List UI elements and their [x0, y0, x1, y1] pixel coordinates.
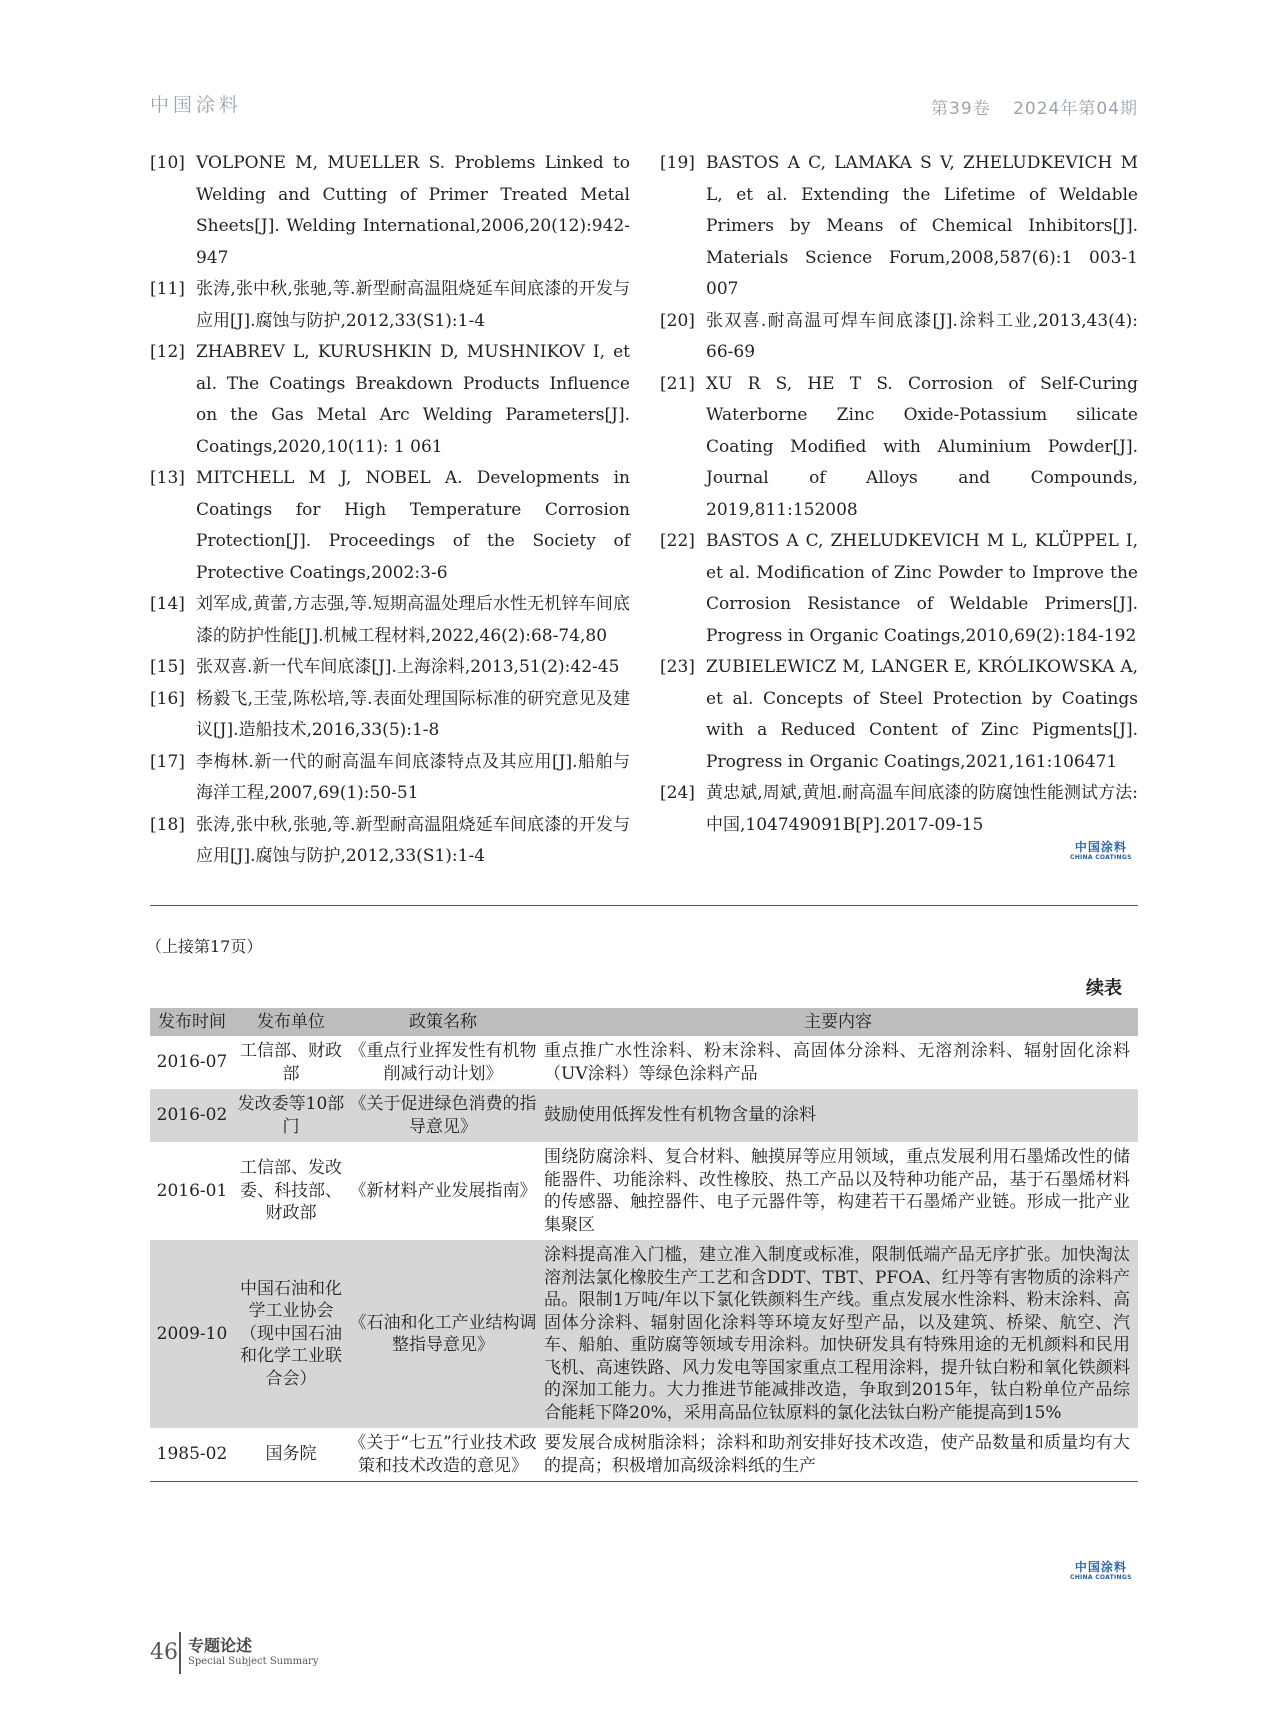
journal-name: 中国涂料: [150, 94, 243, 116]
table-caption: 续表: [1086, 978, 1122, 999]
reference-item: [150, 747, 630, 810]
cell-policy: 《关于“七五”行业技术政策和技术改造的意见》: [348, 1428, 538, 1482]
section-divider: [150, 905, 1138, 906]
reference-item: [660, 652, 1138, 778]
reference-item: [660, 778, 1138, 841]
cell-policy: 《重点行业挥发性有机物削减行动计划》: [349, 1041, 537, 1084]
reference-number: [21]: [660, 373, 695, 394]
reference-number: [17]: [150, 751, 185, 772]
header-policy: 政策名称: [348, 1008, 538, 1036]
reference-item: [660, 526, 1138, 652]
reference-text: 杨毅飞,王莹,陈松培,等.表面处理国际标准的研究意见及建议[J].造船技术,2016,33(5):1-8: [196, 688, 630, 740]
cell-date: 2016-01: [156, 1180, 228, 1201]
reference-number: [24]: [660, 783, 695, 803]
reference-item: [150, 589, 630, 652]
reference-text: 张涛,张中秋,张驰,等.新型耐高温阻烧延车间底漆的开发与应用[J].腐蚀与防护,2012,33(S1):1-4: [196, 279, 630, 331]
cell-org: 中国石油和化学工业协会（现中国石油和化学工业联合会）: [234, 1240, 348, 1428]
reference-number: [16]: [150, 688, 185, 709]
reference-item: [150, 274, 630, 337]
reference-text: BASTOS A C, ZHELUDKEVICH M L, KLÜPPEL I, et al. Modification of Zinc Powder to Improve the Corrosion Resistance of Weldable Primers[J]. Progress in Organic Coatings,2010,69(2):184-192: [706, 531, 1138, 646]
header-date: 发布时间: [150, 1008, 234, 1036]
reference-item: [150, 463, 630, 589]
table-header-row: [150, 1008, 1138, 1036]
reference-number: [22]: [660, 531, 695, 551]
page-number: 46: [150, 1640, 178, 1665]
volume-label: 第39卷: [931, 99, 991, 119]
reference-text: ZUBIELEWICZ M, LANGER E, KRÓLIKOWSKA A, et al. Concepts of Steel Protection by Coatings with a Reduced Content of Zinc Pigments[J]. Progress in Organic Coatings,2021,161:106471: [706, 657, 1138, 772]
issue-label: 2024年第04期: [1013, 99, 1138, 119]
cell-policy: 《石油和化工产业结构调整指导意见》: [348, 1240, 538, 1428]
cell-content: 重点推广水性涂料、粉末涂料、高固体分涂料、无溶剂涂料、辐射固化涂料（UV涂料）等绿色涂料产品: [544, 1041, 1130, 1084]
section-subtitle: Special Subject Summary: [188, 1656, 319, 1667]
reference-item: [660, 369, 1138, 527]
cell-org: 工信部、发改委、科技部、财政部: [240, 1158, 342, 1224]
cell-policy: 《新材料产业发展指南》: [349, 1180, 537, 1201]
table-row: [150, 1036, 1138, 1089]
header-content: 主要内容: [538, 1008, 1138, 1036]
reference-item: [660, 306, 1138, 369]
reference-text: BASTOS A C, LAMAKA S V, ZHELUDKEVICH M L, et al. Extending the Lifetime of Weldable Primers by Means of Chemical Inhibitors[J]. Materials Science Forum,2008,587(6):1 003-1 007: [706, 153, 1138, 299]
reference-text: VOLPONE M, MUELLER S. Problems Linked to Welding and Cutting of Primer Treated Metal Sheets[J]. Welding International,2006,20(12):942-947: [196, 153, 630, 268]
continued-note: （上接第17页）: [146, 937, 263, 956]
china-coatings-logo: [1070, 1558, 1132, 1581]
cell-content: 鼓励使用低挥发性有机物含量的涂料: [538, 1089, 1138, 1142]
reference-item: [150, 148, 630, 274]
cell-content: 涂料提高准入门槛，建立准入制度或标准，限制低端产品无序扩张。加快淘汰溶剂法氯化橡胶生产工艺和含DDT、TBT、PFOA、红丹等有害物质的涂料产品。限制1万吨/年以下氯化铁颜料生产线。重点发展水性涂料、粉末涂料、高固体分涂料、辐射固化涂料等环境友好型产品，以及建筑、桥梁、航空、汽车、船舶、重防腐等领域专用涂料。加快研发具有特殊用途的无机颜料和民用飞机、高速铁路、风力发电等国家重点工程用涂料，提升钛白粉和氧化铁颜料的深加工能力。大力推进节能减排改造，争取到2015年，钛白粉单位产品综合能耗下降20%，采用高品位钛原料的氯化法钛白粉产能提高到15%: [538, 1240, 1138, 1428]
reference-text: ZHABREV L, KURUSHKIN D, MUSHNIKOV I, et al. The Coatings Breakdown Products Influence on the Gas Metal Arc Welding Parameters[J]. Coatings,2020,10(11): 1 061: [196, 342, 630, 457]
reference-number: [20]: [660, 310, 695, 331]
reference-item: [660, 148, 1138, 306]
reference-number: [13]: [150, 468, 185, 488]
reference-text: 张涛,张中秋,张驰,等.新型耐高温阻烧延车间底漆的开发与应用[J].腐蚀与防护,2012,33(S1):1-4: [196, 814, 630, 866]
logo-en: CHINA COATINGS: [1070, 854, 1132, 861]
cell-date: 2016-02: [150, 1089, 234, 1142]
reference-text: XU R S, HE T S. Corrosion of Self-Curing Waterborne Zinc Oxide-Potassium silicate Coating Modified with Aluminium Powder[J]. Journal of Alloys and Compounds, 2019,811:152008: [706, 373, 1138, 520]
reference-item: [150, 652, 630, 684]
cell-org: 国务院: [234, 1428, 348, 1482]
cell-date: 2016-07: [156, 1052, 228, 1073]
cell-content: 围绕防腐涂料、复合材料、触摸屏等应用领域，重点发展利用石墨烯改性的储能器件、功能涂料、改性橡胶、热工产品以及特种功能产品，基于石墨烯材料的传感器、触控器件、电子元器件等，构建若干石墨烯产业链。形成一批产业集聚区: [544, 1147, 1130, 1235]
reference-text: 黄忠斌,周斌,黄旭.耐高温车间底漆的防腐蚀性能测试方法:中国,104749091B[P].2017-09-15: [706, 783, 1138, 835]
references-left-column: [150, 148, 630, 873]
policy-table: [150, 1008, 1138, 1482]
cell-org: 发改委等10部门: [234, 1089, 348, 1142]
reference-item: [150, 684, 630, 747]
table-row: [150, 1089, 1138, 1142]
reference-text: 刘军成,黄蕾,方志强,等.短期高温处理后水性无机锌车间底漆的防护性能[J].机械工程材料,2022,46(2):68-74,80: [196, 594, 630, 646]
footer-divider: [179, 1632, 181, 1674]
reference-number: [18]: [150, 814, 185, 835]
issue-info: [915, 94, 1138, 119]
reference-number: [10]: [150, 153, 185, 173]
reference-number: [12]: [150, 342, 185, 362]
references-right-column: [660, 148, 1138, 841]
reference-number: [11]: [150, 279, 185, 299]
table-row: [150, 1240, 1138, 1428]
header-org: 发布单位: [234, 1008, 348, 1036]
cell-date: 2009-10: [150, 1240, 234, 1428]
section-title: 专题论述: [188, 1636, 253, 1655]
china-coatings-logo: [1070, 838, 1132, 861]
reference-number: [15]: [150, 657, 185, 677]
cell-content: 要发展合成树脂涂料；涂料和助剂安排好技术改造，使产品数量和质量均有大的提高；积极增加高级涂料纸的生产: [538, 1428, 1138, 1482]
reference-item: [150, 810, 630, 873]
reference-item: [150, 337, 630, 463]
reference-text: 张双喜.耐高温可焊车间底漆[J].涂料工业,2013,43(4): 66-69: [706, 310, 1138, 362]
logo-en: CHINA COATINGS: [1070, 1574, 1132, 1581]
reference-text: 张双喜.新一代车间底漆[J].上海涂料,2013,51(2):42-45: [196, 657, 620, 677]
table-row: [150, 1428, 1138, 1482]
logo-cn: 中国涂料: [1074, 1560, 1127, 1574]
cell-policy: 《关于促进绿色消费的指导意见》: [348, 1089, 538, 1142]
reference-number: [14]: [150, 594, 185, 614]
reference-text: MITCHELL M J, NOBEL A. Developments in Coatings for High Temperature Corrosion Protection[J]. Proceedings of the Society of Protective Coatings,2002:3-6: [196, 468, 630, 583]
reference-text: 李梅林.新一代的耐高温车间底漆特点及其应用[J].船舶与海洋工程,2007,69(1):50-51: [196, 751, 630, 803]
cell-date: 1985-02: [150, 1428, 234, 1482]
table-row: [150, 1142, 1138, 1240]
logo-cn: 中国涂料: [1074, 840, 1127, 854]
cell-org: 工信部、财政部: [240, 1041, 342, 1084]
reference-number: [19]: [660, 153, 695, 173]
reference-number: [23]: [660, 657, 695, 677]
